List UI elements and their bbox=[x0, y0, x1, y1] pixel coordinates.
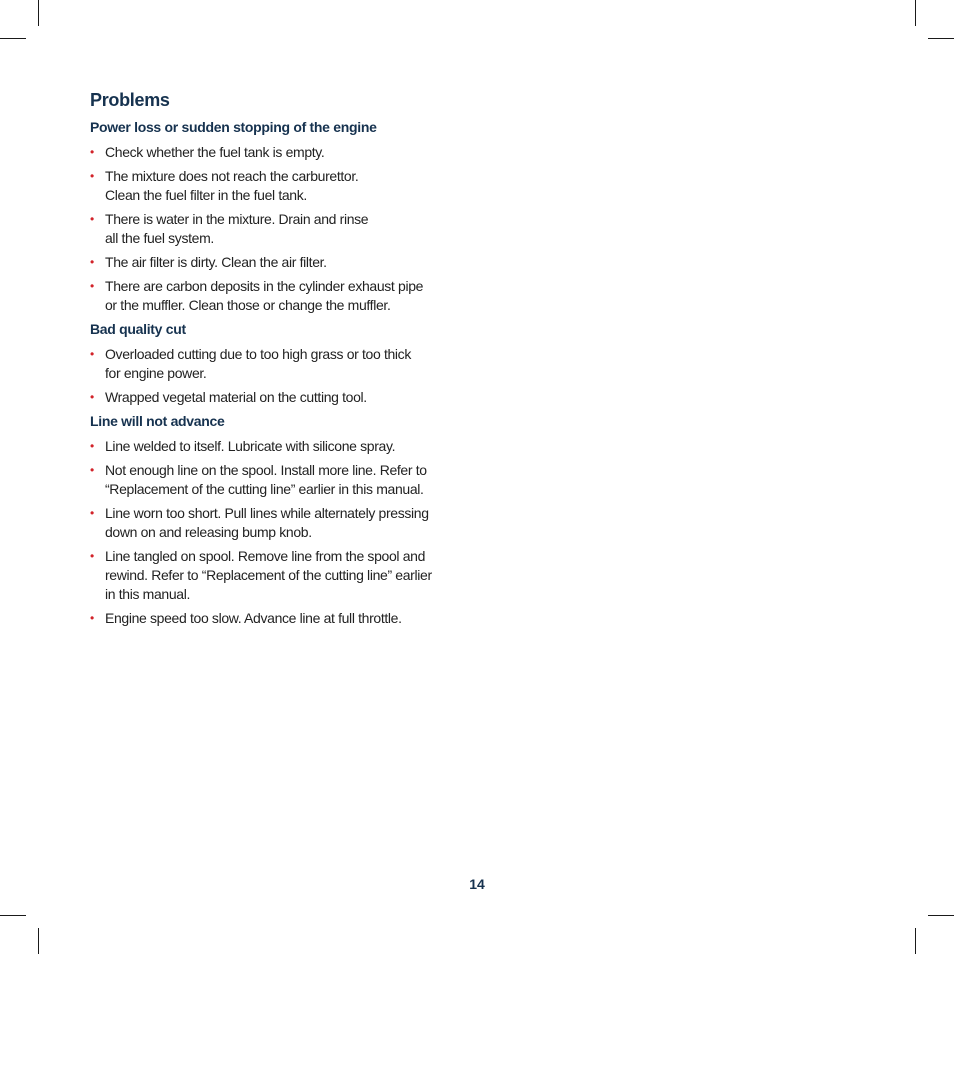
bullet-icon: • bbox=[90, 145, 94, 159]
bullet-icon: • bbox=[90, 212, 94, 226]
crop-mark-bottom-right-horizontal bbox=[928, 915, 954, 916]
bullet-icon: • bbox=[90, 390, 94, 404]
bullet-list bbox=[90, 345, 470, 407]
crop-mark-top-right-vertical bbox=[915, 0, 916, 26]
list-item-text: Not enough line on the spool. Install more line. Refer to “Replacement of the cutting line” earlier in this manual. bbox=[105, 462, 427, 497]
page-number: 14 bbox=[469, 876, 485, 892]
crop-mark-bottom-left-horizontal bbox=[0, 915, 26, 916]
bullet-icon: • bbox=[90, 347, 94, 361]
bullet-list bbox=[90, 143, 470, 315]
bullet-icon: • bbox=[90, 549, 94, 563]
crop-mark-top-right-horizontal bbox=[928, 38, 954, 39]
page-title: Problems bbox=[90, 90, 170, 110]
list-item bbox=[90, 345, 470, 383]
sections-container bbox=[90, 119, 470, 628]
section-heading: Bad quality cut bbox=[90, 321, 186, 337]
list-item-text: Line welded to itself. Lubricate with silicone spray. bbox=[105, 438, 396, 454]
section-heading: Line will not advance bbox=[90, 413, 225, 429]
list-item-text: The mixture does not reach the carburettor. Clean the fuel filter in the fuel tank. bbox=[105, 168, 359, 203]
list-item bbox=[90, 210, 470, 248]
list-item-text: Line worn too short. Pull lines while alternately pressing down on and releasing bump knob. bbox=[105, 505, 429, 540]
bullet-icon: • bbox=[90, 463, 94, 477]
crop-mark-bottom-right-vertical bbox=[915, 928, 916, 954]
bullet-icon: • bbox=[90, 169, 94, 183]
crop-mark-top-left-horizontal bbox=[0, 38, 26, 39]
list-item-text: The air filter is dirty. Clean the air filter. bbox=[105, 254, 327, 270]
list-item bbox=[90, 388, 470, 407]
list-item bbox=[90, 253, 470, 272]
crop-mark-bottom-left-vertical bbox=[38, 928, 39, 954]
bullet-icon: • bbox=[90, 611, 94, 625]
list-item bbox=[90, 547, 470, 604]
list-item bbox=[90, 461, 470, 499]
list-item bbox=[90, 437, 470, 456]
list-item bbox=[90, 277, 470, 315]
list-item-text: Check whether the fuel tank is empty. bbox=[105, 144, 325, 160]
list-item bbox=[90, 167, 470, 205]
bullet-icon: • bbox=[90, 506, 94, 520]
bullet-list bbox=[90, 437, 470, 628]
list-item-text: Line tangled on spool. Remove line from the spool and rewind. Refer to “Replacement of the cutting line” earlier in this manual. bbox=[105, 548, 432, 602]
list-item-text: There is water in the mixture. Drain and rinse all the fuel system. bbox=[105, 211, 369, 246]
list-item bbox=[90, 609, 470, 628]
bullet-icon: • bbox=[90, 439, 94, 453]
list-item-text: Engine speed too slow. Advance line at full throttle. bbox=[105, 610, 402, 626]
bullet-icon: • bbox=[90, 279, 94, 293]
list-item-text: Wrapped vegetal material on the cutting tool. bbox=[105, 389, 367, 405]
bullet-icon: • bbox=[90, 255, 94, 269]
list-item-text: There are carbon deposits in the cylinder exhaust pipe or the muffler. Clean those or change the muffler. bbox=[105, 278, 424, 313]
list-item-text: Overloaded cutting due to too high grass or too thick for engine power. bbox=[105, 346, 411, 381]
troubleshooting-content bbox=[90, 90, 470, 634]
list-item bbox=[90, 143, 470, 162]
crop-mark-top-left-vertical bbox=[38, 0, 39, 26]
section-heading: Power loss or sudden stopping of the engine bbox=[90, 119, 377, 135]
list-item bbox=[90, 504, 470, 542]
